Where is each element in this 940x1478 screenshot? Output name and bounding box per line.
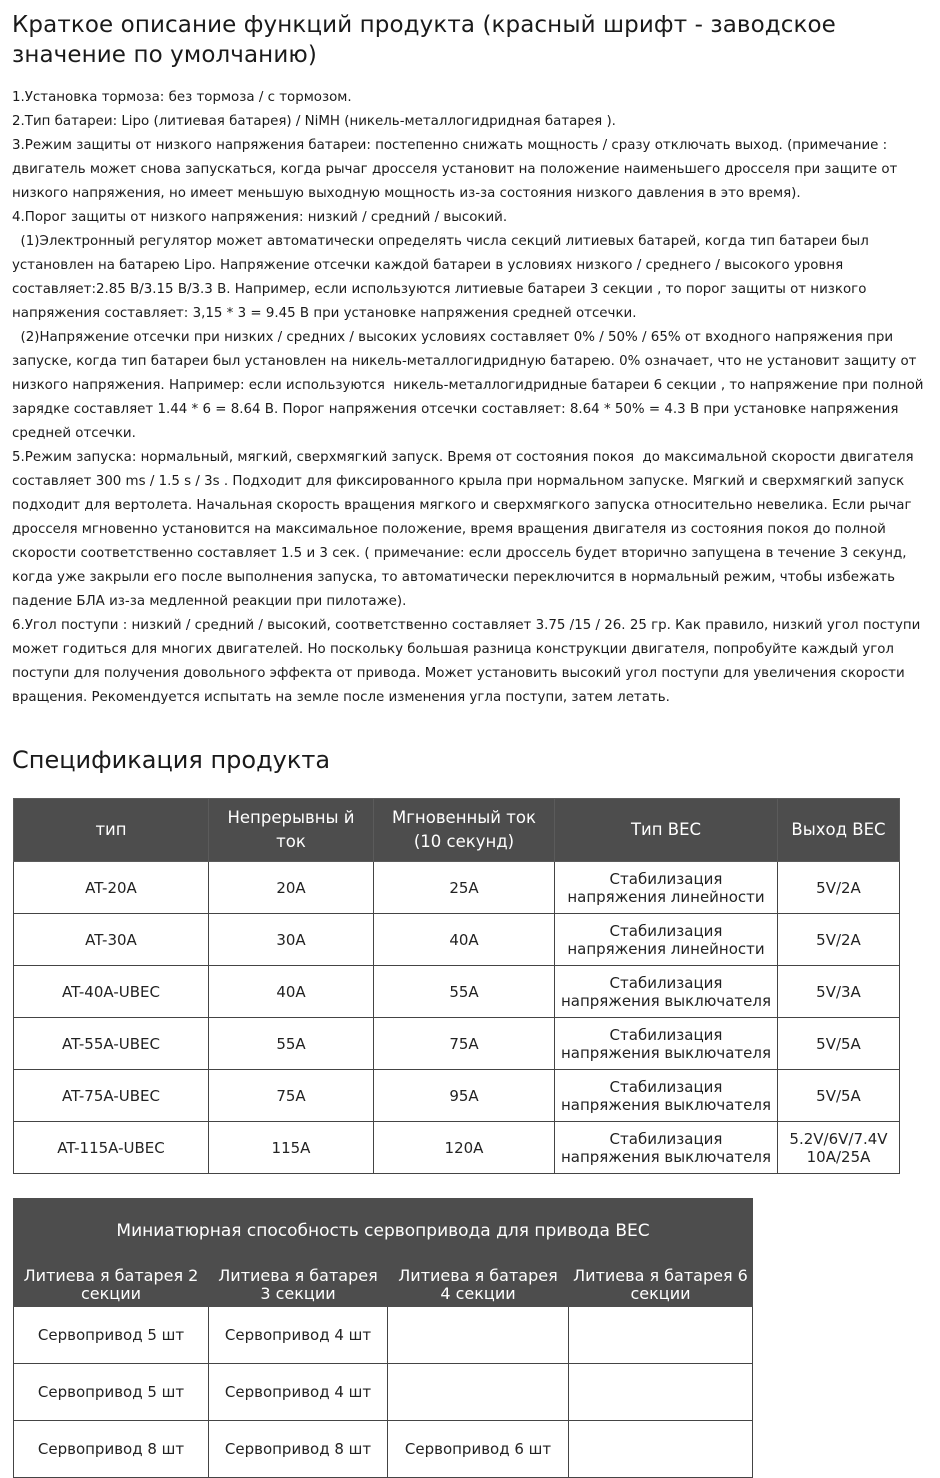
table-cell: 5V/5A — [778, 1070, 900, 1122]
table-cell: 75A — [374, 1018, 555, 1070]
document-page — [12, 10, 928, 1458]
table-cell: 5V/2A — [778, 862, 900, 914]
servo-table — [13, 1198, 753, 1478]
page-title: Краткое описание функций продукта (красный шрифт - заводское значение по умолчанию) — [12, 12, 836, 68]
table-cell: AT-30A — [14, 914, 209, 966]
table-cell: 40A — [209, 966, 374, 1018]
spec-header-bec-output: Выход BEC — [778, 799, 900, 862]
spec-table-header-row — [14, 799, 900, 862]
table-cell: Стабилизация напряжения выключателя — [555, 1070, 778, 1122]
servo-header-2s: Литиева я батарея 2 секции — [14, 1264, 209, 1307]
spec-header-burst-current: Мгновенный ток (10 секунд) — [374, 799, 555, 862]
table-cell — [569, 1421, 753, 1478]
feature-item: 4.Порог защиты от низкого напряжения: низкий / средний / высокий. — [12, 210, 508, 225]
table-cell: Стабилизация напряжения выключателя — [555, 966, 778, 1018]
table-cell: 5.2V/6V/7.4V 10A/25A — [778, 1122, 900, 1174]
feature-item: 1.Установка тормоза: без тормоза / с тормозом. — [12, 90, 352, 105]
table-cell: Стабилизация напряжения линейности — [555, 862, 778, 914]
table-cell: Стабилизация напряжения линейности — [555, 914, 778, 966]
table-cell: 55A — [374, 966, 555, 1018]
feature-item: (2)Напряжение отсечки при низких / средних / высоких условиях составляет 0% / 50% / 65% от входного напряжения при запуске, когда тип батареи был установлен на никель-металлогидридную батарею. 0% означает, что не установит защиту от низкого напряжения. Например: если используются никель-металлогидридные батареи 6 секции , то напряжение при полной зарядке составляет 1.44 * 6 = 8.64 В. Порог напряжения отсечки составляет: 8.64 * 50% = 4.3 В при установке напряжения средней отсечки. — [12, 330, 928, 441]
table-row — [14, 1421, 753, 1478]
table-cell: Сервопривод 4 шт — [209, 1364, 388, 1421]
table-cell: Сервопривод 8 шт — [14, 1421, 209, 1478]
table-cell: Сервопривод 4 шт — [209, 1307, 388, 1364]
spec-heading: Спецификация продукта — [12, 746, 331, 774]
table-cell: 25A — [374, 862, 555, 914]
feature-item: 5.Режим запуска: нормальный, мягкий, сверхмягкий запуск. Время от состояния покоя до максимальной скорости двигателя составляет 300 ms / 1.5 s / 3s . Подходит для фиксированного крыла при нормальном запуске. Мягкий и сверхмягкий запуск подходит для вертолета. Начальная скорость вращения мягкого и сверхмягкого запуска относительно невелика. Если рычаг дросселя мгновенно установится на максимальное положение, время вращения двигателя из состояния покоя до полной скорости соответственно составляет 1.5 и 3 сек. ( примечание: если дроссель будет вторично запущена в течение 3 секунд, когда уже закрыли его после выполнения запуска, то автоматически переключится в нормальный режим, чтобы избежать падение БЛА из-за медленной реакции при пилотаже). — [12, 450, 918, 609]
table-row — [14, 914, 900, 966]
table-cell: AT-40A-UBEC — [14, 966, 209, 1018]
spec-header-continuous-current: Непрерывны й ток — [209, 799, 374, 862]
table-cell: Сервопривод 5 шт — [14, 1364, 209, 1421]
spec-header-type: тип — [14, 799, 209, 862]
table-cell: 120A — [374, 1122, 555, 1174]
table-cell: 30A — [209, 914, 374, 966]
table-cell: AT-75A-UBEC — [14, 1070, 209, 1122]
servo-table-header-row — [14, 1264, 753, 1307]
table-cell: AT-55A-UBEC — [14, 1018, 209, 1070]
table-row — [14, 1070, 900, 1122]
table-cell: 5V/3A — [778, 966, 900, 1018]
servo-table-caption-row — [14, 1199, 753, 1264]
table-cell: Сервопривод 5 шт — [14, 1307, 209, 1364]
servo-header-4s: Литиева я батарея 4 секции — [388, 1264, 569, 1307]
table-cell: Стабилизация напряжения выключателя — [555, 1018, 778, 1070]
feature-list — [12, 86, 928, 710]
table-cell — [388, 1307, 569, 1364]
table-cell: 115A — [209, 1122, 374, 1174]
table-cell: 5V/2A — [778, 914, 900, 966]
table-row — [14, 862, 900, 914]
table-cell: Сервопривод 8 шт — [209, 1421, 388, 1478]
table-cell: AT-20A — [14, 862, 209, 914]
feature-item: (1)Электронный регулятор может автоматически определять числа секций литиевых батарей, когда тип батареи был установлен на батарею Lipo. Напряжение отсечки каждой батареи в условиях низкого / среднего / высокого уровня составляет:2.85 В/3.15 В/3.3 В. Например, если используются литиевые батареи 3 секции , то порог защиты от низкого напряжения составляет: 3,15 * 3 = 9.45 В при установке напряжения средней отсечки. — [12, 234, 874, 321]
table-cell: 75A — [209, 1070, 374, 1122]
spec-header-bec-type: Тип BEC — [555, 799, 778, 862]
table-cell: Стабилизация напряжения выключателя — [555, 1122, 778, 1174]
table-cell: 95A — [374, 1070, 555, 1122]
table-row — [14, 1364, 753, 1421]
table-cell — [569, 1307, 753, 1364]
table-row — [14, 1307, 753, 1364]
feature-item: 2.Тип батареи: Lipo (литиевая батарея) / NiMH (никель-металлогидридная батарея ). — [12, 114, 616, 129]
table-cell: 40A — [374, 914, 555, 966]
table-cell — [569, 1364, 753, 1421]
servo-header-3s: Литиева я батарея 3 секции — [209, 1264, 388, 1307]
servo-header-6s: Литиева я батарея 6 секции — [569, 1264, 753, 1307]
table-row — [14, 966, 900, 1018]
table-cell: 20A — [209, 862, 374, 914]
table-cell — [388, 1364, 569, 1421]
feature-item: 6.Угол поступи : низкий / средний / высокий, соответственно составляет 3.75 /15 / 26. 25 гр. Как правило, низкий угол поступи может годиться для многих двигателей. Но поскольку большая разница конструкции двигателя, попробуйте каждый угол поступи для получения довольного эффекта от привода. Может установить высокий угол поступи для увеличения скорости вращения. Рекомендуется испытать на земле после изменения угла поступи, затем летать. — [12, 618, 925, 705]
table-cell: Сервопривод 6 шт — [388, 1421, 569, 1478]
table-cell: 5V/5A — [778, 1018, 900, 1070]
table-row — [14, 1018, 900, 1070]
table-cell: AT-115A-UBEC — [14, 1122, 209, 1174]
feature-item: 3.Режим защиты от низкого напряжения батареи: постепенно снижать мощность / сразу отключать выход. (примечание : двигатель может снова запускаться, когда рычаг дросселя установит на положение наименьшего дросселя при защите от низкого напряжения, но имеет меньшую выходную мощность из-за состояния низкого давления в это время). — [12, 138, 902, 201]
spec-table — [13, 798, 900, 1174]
table-cell: 55A — [209, 1018, 374, 1070]
servo-table-caption: Миниатюрная способность сервопривода для привода BEC — [14, 1199, 753, 1264]
table-row — [14, 1122, 900, 1174]
